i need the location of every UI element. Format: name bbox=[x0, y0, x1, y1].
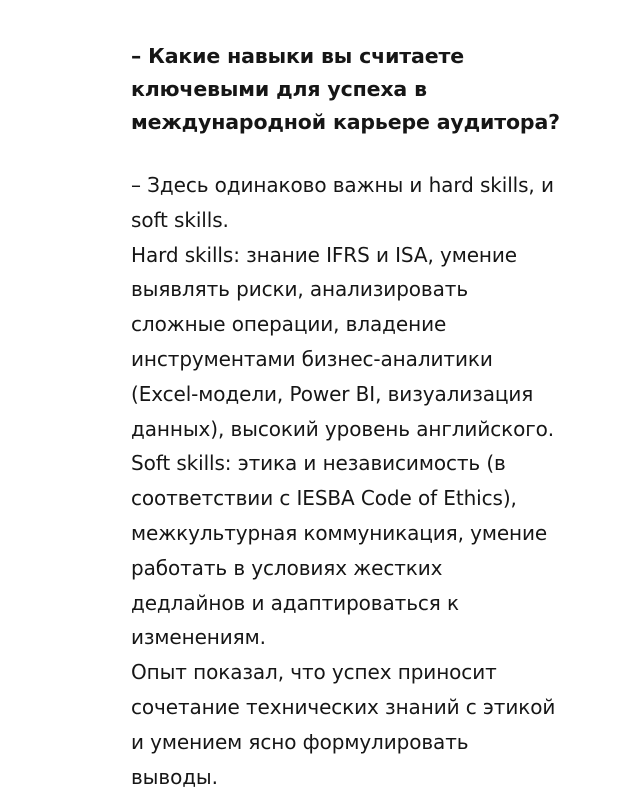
interview-question bbox=[131, 40, 591, 139]
interview-article bbox=[131, 40, 591, 794]
question-line: международной карьере аудитора? bbox=[131, 110, 560, 134]
interview-answer bbox=[131, 168, 591, 794]
answer-line: межкультурная коммуникация, умение bbox=[131, 520, 548, 545]
question-line: – Какие навыки вы считаете bbox=[131, 44, 464, 68]
answer-line: дедлайнов и адаптироваться к bbox=[131, 590, 459, 615]
answer-line: и умением ясно формулировать bbox=[131, 729, 469, 754]
answer-line: сочетание технических знаний с этикой bbox=[131, 694, 556, 719]
answer-line: сложные операции, владение bbox=[131, 312, 447, 337]
answer-line: Опыт показал, что успех приносит bbox=[131, 660, 497, 685]
answer-line: Soft skills: этика и независимость (в bbox=[131, 451, 506, 476]
answer-line: (Excel-модели, Power BI, визуализация bbox=[131, 381, 534, 406]
answer-line: изменениям. bbox=[131, 625, 266, 650]
answer-line: выявлять риски, анализировать bbox=[131, 277, 469, 302]
answer-line: инструментами бизнес-аналитики bbox=[131, 346, 493, 371]
answer-line: данных), высокий уровень английского. bbox=[131, 416, 555, 441]
answer-line: soft skills. bbox=[131, 207, 229, 232]
answer-line: соответствии с IESBA Code of Ethics), bbox=[131, 486, 517, 511]
answer-line: работать в условиях жестких bbox=[131, 555, 443, 580]
question-line: ключевыми для успеха в bbox=[131, 77, 427, 101]
answer-line: – Здесь одинаково важны и hard skills, и bbox=[131, 173, 554, 197]
answer-line: выводы. bbox=[131, 764, 218, 789]
answer-line: Hard skills: знание IFRS и ISA, умение bbox=[131, 242, 517, 267]
